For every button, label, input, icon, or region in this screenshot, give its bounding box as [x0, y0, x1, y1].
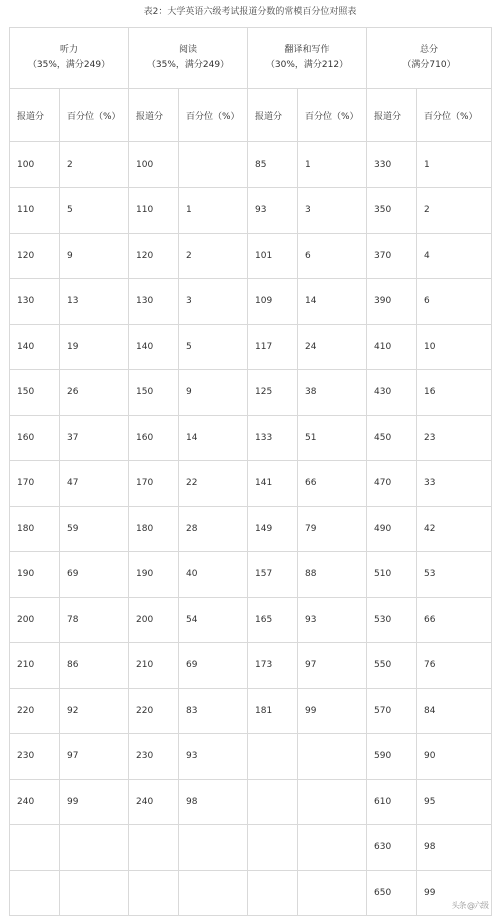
table-row — [10, 597, 492, 643]
score-cell: 200 — [10, 597, 60, 643]
percentile-cell: 6 — [298, 233, 367, 279]
percentile-cell: 88 — [298, 552, 367, 598]
score-cell: 510 — [367, 552, 417, 598]
score-cell: 210 — [10, 643, 60, 689]
percentile-cell: 99 — [60, 779, 129, 825]
percentile-cell: 19 — [60, 324, 129, 370]
percentile-cell — [179, 142, 248, 188]
percentile-cell: 13 — [60, 279, 129, 325]
score-cell: 117 — [248, 324, 298, 370]
score-cell: 141 — [248, 461, 298, 507]
percentile-cell: 22 — [179, 461, 248, 507]
percentile-cell: 38 — [298, 370, 367, 416]
score-cell: 530 — [367, 597, 417, 643]
watermark: 头条 @六级 — [451, 901, 488, 910]
percentile-cell: 47 — [60, 461, 129, 507]
sub-header-percentile: 百分位（%） — [298, 89, 367, 142]
score-cell: 630 — [367, 825, 417, 871]
percentile-cell: 1 — [417, 142, 492, 188]
group-note: （满分710） — [402, 60, 456, 70]
percentile-cell: 5 — [179, 324, 248, 370]
score-cell: 133 — [248, 415, 298, 461]
score-cell: 330 — [367, 142, 417, 188]
score-cell: 410 — [367, 324, 417, 370]
percentile-cell: 76 — [417, 643, 492, 689]
percentile-cell: 24 — [298, 324, 367, 370]
percentile-cell: 86 — [60, 643, 129, 689]
score-cell: 590 — [367, 734, 417, 780]
score-cell: 490 — [367, 506, 417, 552]
percentile-cell: 54 — [179, 597, 248, 643]
score-cell — [248, 825, 298, 871]
sub-header-score: 报道分 — [129, 89, 179, 142]
score-cell: 130 — [10, 279, 60, 325]
table-row — [10, 506, 492, 552]
table-row — [10, 734, 492, 780]
score-cell: 93 — [248, 188, 298, 234]
score-cell: 610 — [367, 779, 417, 825]
table-row — [10, 643, 492, 689]
table-row — [10, 552, 492, 598]
score-cell — [10, 825, 60, 871]
score-cell: 165 — [248, 597, 298, 643]
percentile-cell: 9 — [179, 370, 248, 416]
group-note: （35%，满分249） — [27, 60, 111, 70]
score-cell: 220 — [10, 688, 60, 734]
score-cell: 180 — [129, 506, 179, 552]
percentile-cell — [298, 779, 367, 825]
score-cell: 170 — [10, 461, 60, 507]
table-row — [10, 324, 492, 370]
percentile-cell: 99 — [417, 870, 492, 916]
score-cell: 190 — [10, 552, 60, 598]
score-cell: 140 — [10, 324, 60, 370]
score-cell — [129, 870, 179, 916]
score-cell: 150 — [129, 370, 179, 416]
score-cell: 130 — [129, 279, 179, 325]
group-header-row — [10, 28, 492, 89]
percentile-cell: 66 — [417, 597, 492, 643]
table-row — [10, 188, 492, 234]
percentile-cell: 84 — [417, 688, 492, 734]
percentile-cell: 2 — [179, 233, 248, 279]
group-header-translation-writing — [248, 28, 367, 89]
percentile-cell: 90 — [417, 734, 492, 780]
percentile-cell: 97 — [298, 643, 367, 689]
table-caption: 表2：大学英语六级考试报道分数的常模百分位对照表 — [143, 7, 357, 17]
score-cell: 470 — [367, 461, 417, 507]
score-cell: 240 — [129, 779, 179, 825]
score-cell: 550 — [367, 643, 417, 689]
percentile-cell — [60, 870, 129, 916]
percentile-cell: 28 — [179, 506, 248, 552]
score-cell: 150 — [10, 370, 60, 416]
score-cell: 120 — [129, 233, 179, 279]
score-cell: 160 — [10, 415, 60, 461]
percentile-cell — [298, 870, 367, 916]
group-name: 翻译和写作 — [284, 45, 330, 55]
percentile-cell: 40 — [179, 552, 248, 598]
table-row — [10, 415, 492, 461]
score-cell: 570 — [367, 688, 417, 734]
percentile-cell — [179, 870, 248, 916]
group-name: 阅读 — [178, 45, 197, 55]
group-note: （35%，满分249） — [146, 60, 230, 70]
score-cell: 240 — [10, 779, 60, 825]
percentile-cell: 78 — [60, 597, 129, 643]
percentile-cell: 66 — [298, 461, 367, 507]
percentile-cell — [298, 734, 367, 780]
score-cell — [10, 870, 60, 916]
percentile-cell: 98 — [179, 779, 248, 825]
score-cell: 170 — [129, 461, 179, 507]
percentile-cell: 3 — [298, 188, 367, 234]
score-cell: 190 — [129, 552, 179, 598]
score-cell: 180 — [10, 506, 60, 552]
sub-header-percentile: 百分位（%） — [60, 89, 129, 142]
percentile-cell: 14 — [179, 415, 248, 461]
sub-header-score: 报道分 — [367, 89, 417, 142]
table-row — [10, 142, 492, 188]
score-cell: 101 — [248, 233, 298, 279]
percentile-cell — [179, 825, 248, 871]
table-row — [10, 779, 492, 825]
percentile-cell: 53 — [417, 552, 492, 598]
score-cell: 200 — [129, 597, 179, 643]
score-cell: 157 — [248, 552, 298, 598]
score-cell: 110 — [10, 188, 60, 234]
group-header-listening — [10, 28, 129, 89]
score-cell: 85 — [248, 142, 298, 188]
percentile-cell: 93 — [298, 597, 367, 643]
score-cell: 230 — [10, 734, 60, 780]
percentile-cell: 1 — [298, 142, 367, 188]
percentile-cell: 5 — [60, 188, 129, 234]
score-cell: 181 — [248, 688, 298, 734]
group-name: 总分 — [419, 45, 438, 55]
score-cell — [248, 870, 298, 916]
group-header-reading — [129, 28, 248, 89]
score-cell: 110 — [129, 188, 179, 234]
percentile-cell — [60, 825, 129, 871]
score-cell: 173 — [248, 643, 298, 689]
percentile-cell: 2 — [417, 188, 492, 234]
group-header-total — [367, 28, 492, 89]
table-row — [10, 279, 492, 325]
percentile-cell: 42 — [417, 506, 492, 552]
percentile-cell: 6 — [417, 279, 492, 325]
percentile-cell: 4 — [417, 233, 492, 279]
percentile-cell: 1 — [179, 188, 248, 234]
score-cell: 100 — [10, 142, 60, 188]
percentile-cell: 99 — [298, 688, 367, 734]
score-cell — [129, 825, 179, 871]
score-cell: 140 — [129, 324, 179, 370]
group-note: （30%，满分212） — [265, 60, 349, 70]
percentile-table — [9, 27, 492, 916]
score-cell — [248, 779, 298, 825]
score-cell: 390 — [367, 279, 417, 325]
table-row — [10, 825, 492, 871]
sub-header-row — [10, 89, 492, 142]
sub-header-percentile: 百分位（%） — [417, 89, 492, 142]
score-cell: 210 — [129, 643, 179, 689]
percentile-cell: 2 — [60, 142, 129, 188]
score-cell: 149 — [248, 506, 298, 552]
percentile-cell: 93 — [179, 734, 248, 780]
score-cell: 230 — [129, 734, 179, 780]
score-cell: 370 — [367, 233, 417, 279]
table-row — [10, 233, 492, 279]
percentile-cell: 98 — [417, 825, 492, 871]
sub-header-score: 报道分 — [248, 89, 298, 142]
score-cell: 125 — [248, 370, 298, 416]
percentile-cell: 79 — [298, 506, 367, 552]
table-row — [10, 870, 492, 916]
percentile-cell: 51 — [298, 415, 367, 461]
score-cell: 120 — [10, 233, 60, 279]
score-cell: 450 — [367, 415, 417, 461]
percentile-cell: 83 — [179, 688, 248, 734]
sub-header-percentile: 百分位（%） — [179, 89, 248, 142]
percentile-cell: 92 — [60, 688, 129, 734]
percentile-cell: 69 — [179, 643, 248, 689]
percentile-cell: 10 — [417, 324, 492, 370]
score-cell: 100 — [129, 142, 179, 188]
percentile-cell: 37 — [60, 415, 129, 461]
sub-header-score: 报道分 — [10, 89, 60, 142]
score-cell: 109 — [248, 279, 298, 325]
table-row — [10, 461, 492, 507]
percentile-cell: 9 — [60, 233, 129, 279]
score-cell: 160 — [129, 415, 179, 461]
percentile-cell: 33 — [417, 461, 492, 507]
group-name: 听力 — [59, 45, 78, 55]
percentile-cell: 69 — [60, 552, 129, 598]
percentile-cell: 23 — [417, 415, 492, 461]
percentile-cell: 26 — [60, 370, 129, 416]
percentile-cell: 97 — [60, 734, 129, 780]
score-cell: 220 — [129, 688, 179, 734]
score-cell: 650 — [367, 870, 417, 916]
score-cell: 430 — [367, 370, 417, 416]
table-body — [10, 142, 492, 916]
percentile-cell — [298, 825, 367, 871]
table-row — [10, 370, 492, 416]
percentile-cell: 16 — [417, 370, 492, 416]
percentile-cell: 59 — [60, 506, 129, 552]
score-cell — [248, 734, 298, 780]
percentile-cell: 3 — [179, 279, 248, 325]
score-cell: 350 — [367, 188, 417, 234]
percentile-cell: 95 — [417, 779, 492, 825]
percentile-cell: 14 — [298, 279, 367, 325]
table-row — [10, 688, 492, 734]
